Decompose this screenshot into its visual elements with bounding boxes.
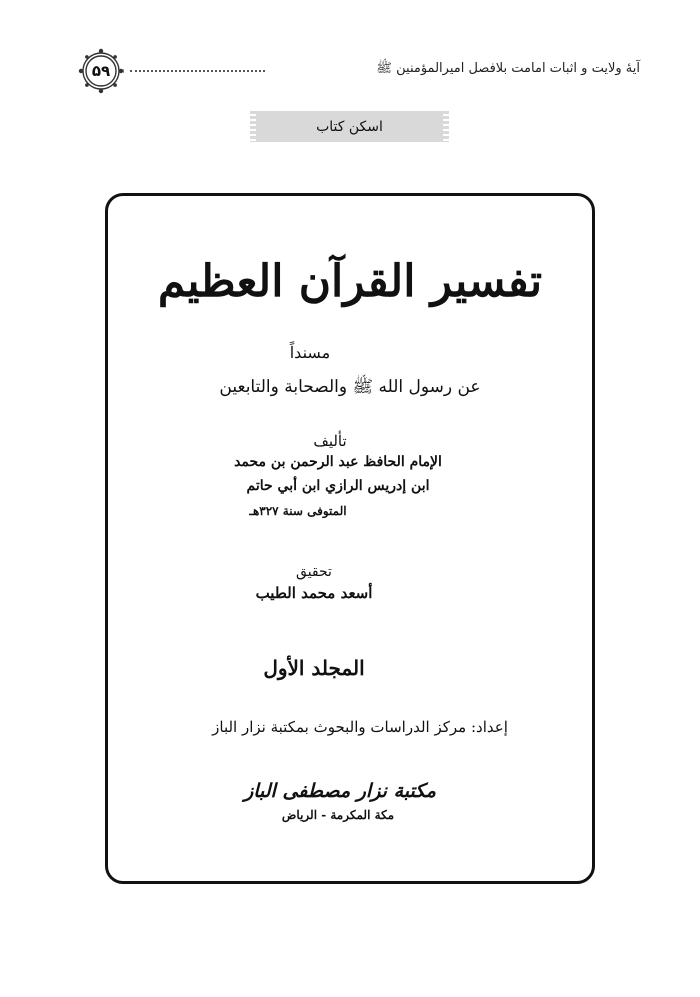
cover-author-line-2: ابن إدريس الرازي ابن أبي حاتم — [246, 478, 430, 494]
cover-volume: المجلد الأول — [263, 656, 365, 680]
cover-talif: تأليف — [313, 432, 347, 450]
cover-tahqiq: تحقيق — [296, 564, 332, 580]
cover-city: مكة المكرمة - الرياض — [281, 808, 395, 822]
cover-an-line: عن رسول الله ﷺ والصحابة والتابعين — [219, 377, 481, 397]
cover-musnad: مسنداً — [289, 343, 331, 362]
running-title: آیهٔ ولایت و اثبات امامت بلافصل امیرالمؤمنین ﷺ — [376, 61, 640, 76]
page-header — [70, 46, 640, 96]
cover-author-line-1: الإمام الحافظ عبد الرحمن بن محمد — [234, 454, 442, 470]
cover-prepared-by: إعداد: مركز الدراسات والبحوث بمكتبة نزار الباز — [212, 718, 508, 736]
page-number: ۵۹ — [91, 62, 111, 80]
scan-label-text: اسکن کتاب — [316, 118, 383, 135]
cover-editor: أسعد محمد الطيب — [255, 584, 373, 602]
book-cover-scan — [105, 193, 595, 884]
cover-publisher: مكتبة نزار مصطفى الباز — [244, 780, 436, 802]
header-dotted-divider — [130, 70, 265, 72]
scan-label-box — [256, 111, 443, 142]
cover-main-title: تفسير القرآن العظيم — [157, 256, 543, 307]
cover-death-date: المتوفى سنة ٣٢٧هـ — [249, 504, 347, 518]
